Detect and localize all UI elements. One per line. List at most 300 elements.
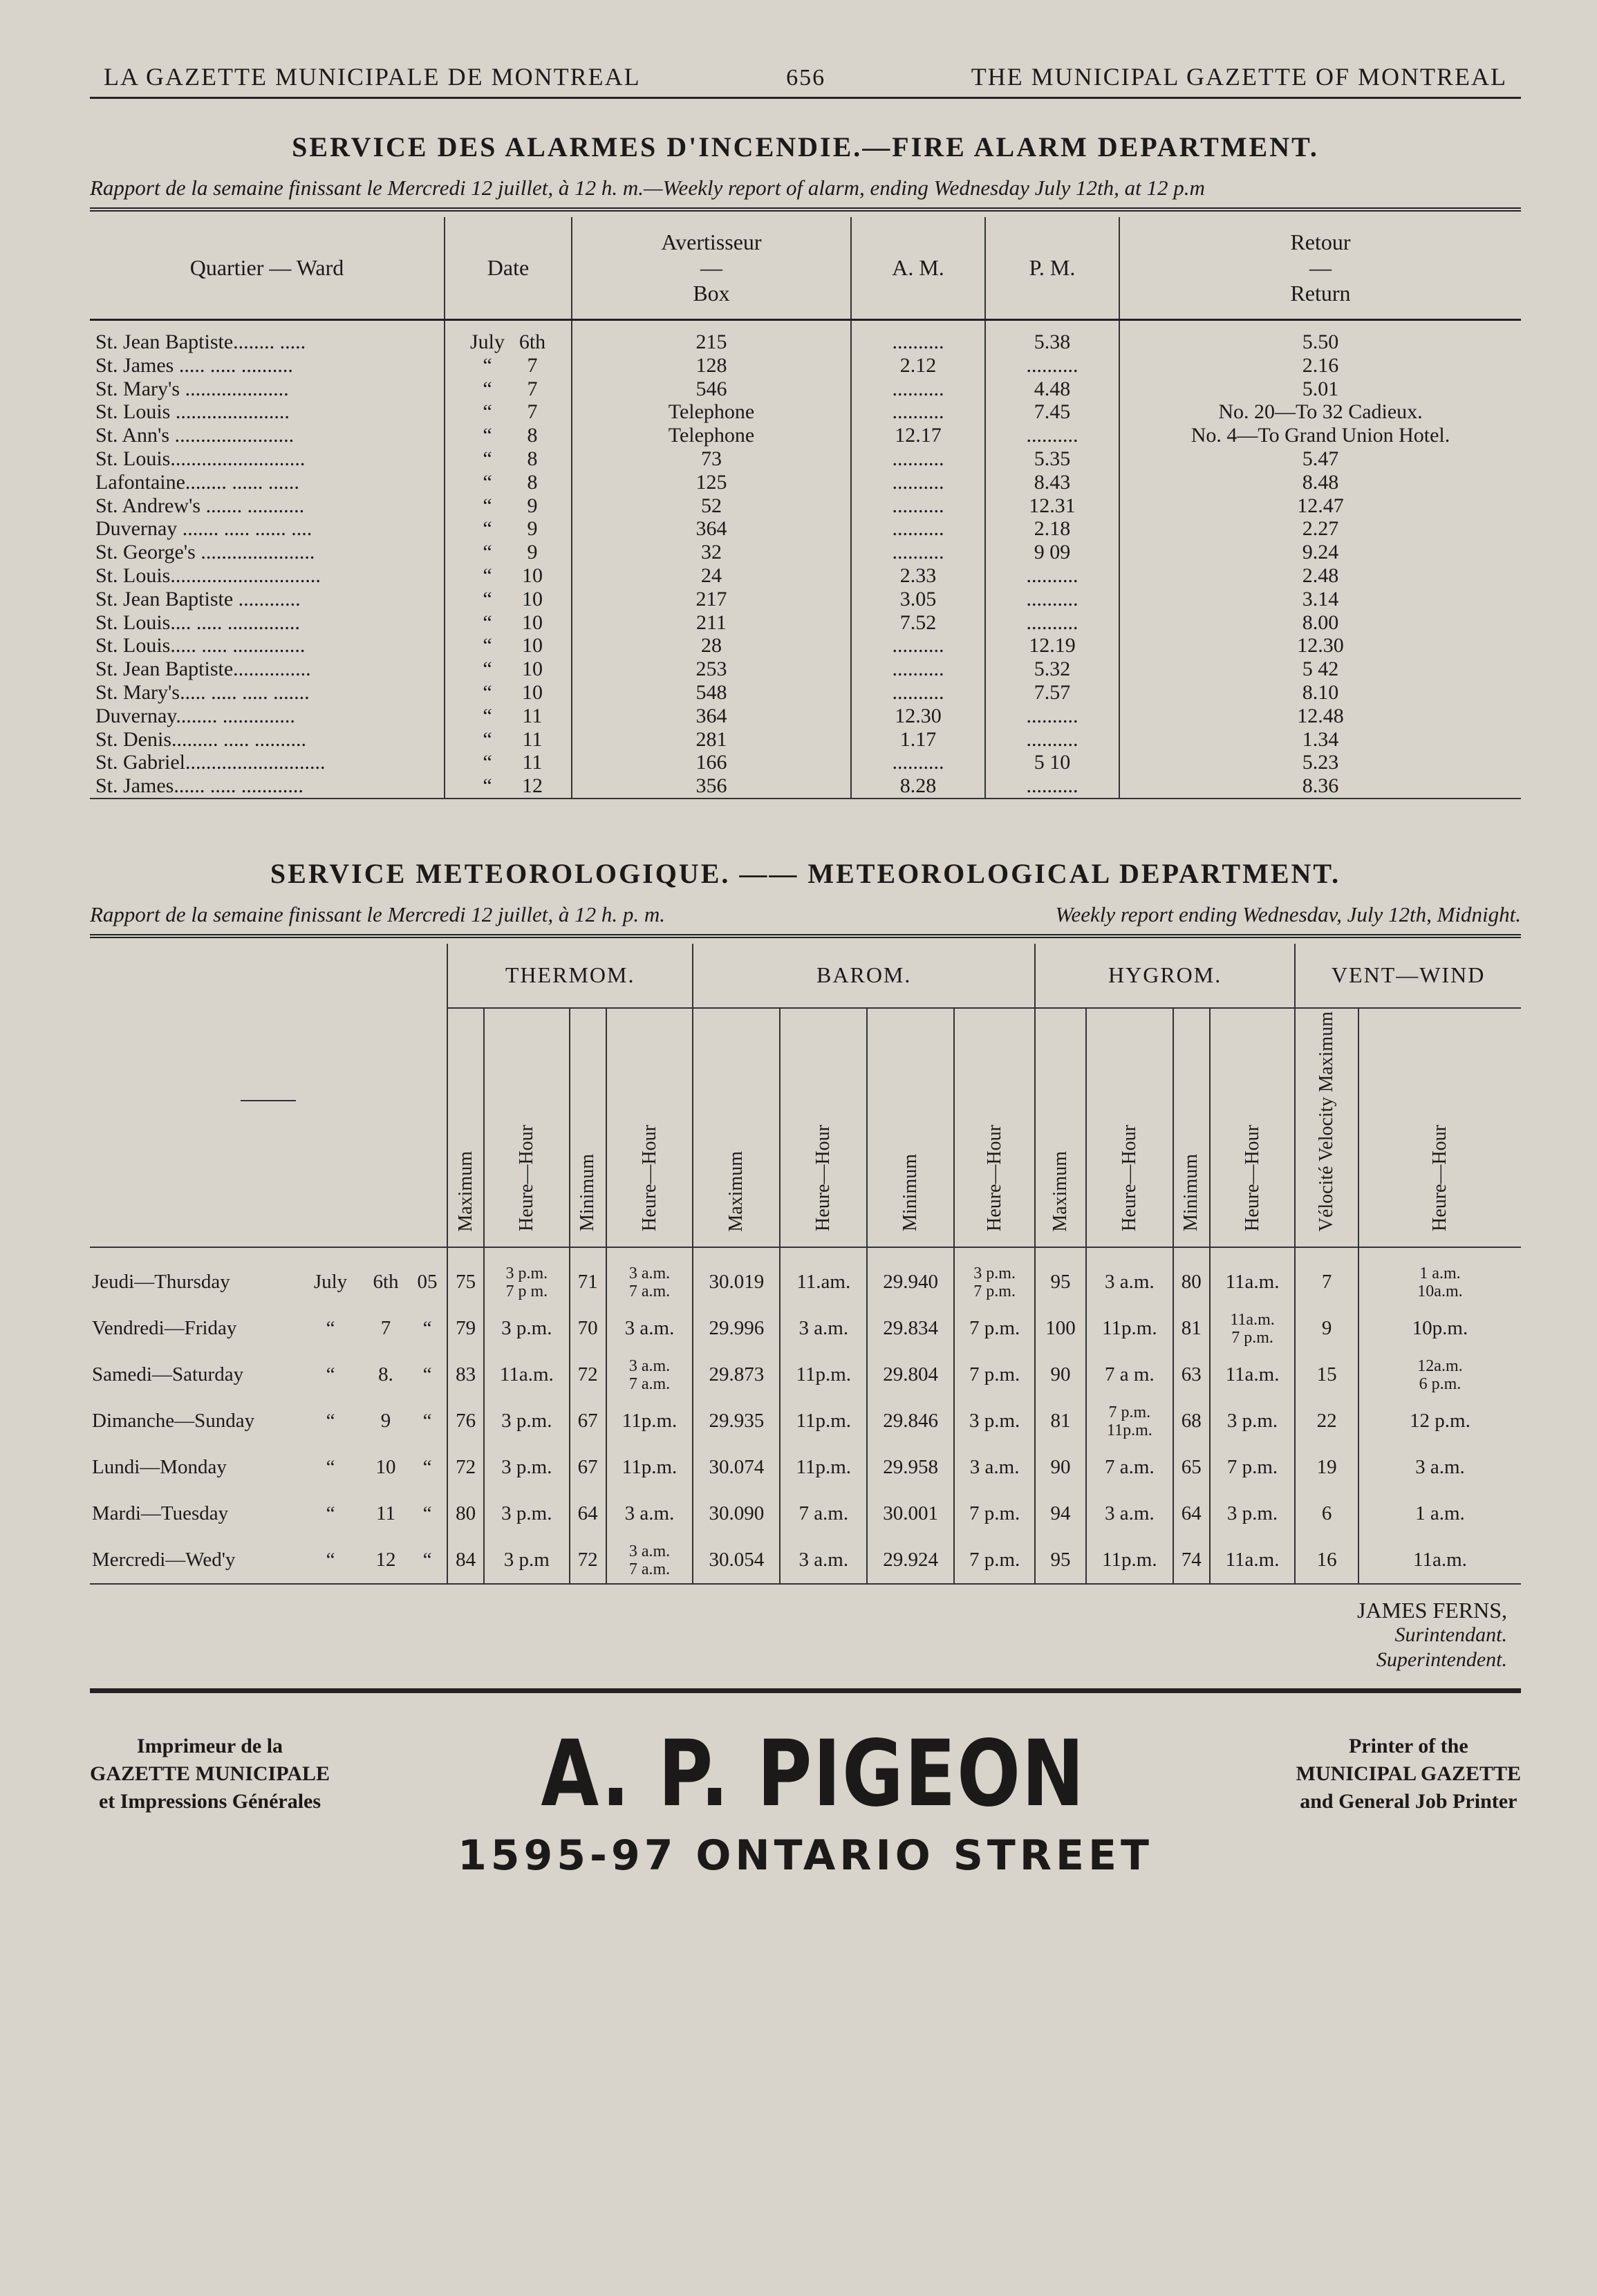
met-hmaxh-cell: 7 p.m. 11p.m. xyxy=(1086,1398,1173,1444)
met-bmin-cell: 30.001 xyxy=(867,1491,954,1537)
box-cell: 281 xyxy=(572,728,851,752)
date-month: “ xyxy=(483,751,492,774)
date-month: “ xyxy=(483,563,492,587)
met-whour-cell: 1 a.m. xyxy=(1415,1502,1465,1525)
day-year: 05 xyxy=(417,1271,438,1294)
printer-right-1: Printer of the xyxy=(1348,1735,1468,1758)
met-wvel-cell: 19 xyxy=(1295,1444,1358,1491)
date-day: 11 xyxy=(522,704,543,727)
day-name: Lundi—Monday xyxy=(92,1456,227,1479)
col-am: A. M. xyxy=(851,217,985,320)
fire-row xyxy=(90,541,1521,564)
fire-row xyxy=(90,320,1521,354)
box-cell: 73 xyxy=(572,447,851,471)
met-section-title: SERVICE METEOROLOGIQUE. —— METEOROLOGICAL DEPARTMENT. xyxy=(270,857,1341,889)
met-bminh-cell: 7 p.m. xyxy=(954,1305,1035,1352)
date-cell xyxy=(445,774,572,799)
date-cell xyxy=(445,611,572,635)
met-tmin-cell: 72 xyxy=(570,1352,606,1398)
thermom-min-header: Minimum xyxy=(570,1008,606,1247)
date-month: “ xyxy=(483,353,492,377)
met-tmax-cell: 80 xyxy=(447,1491,484,1537)
day-month: “ xyxy=(326,1549,335,1571)
day-year: “ xyxy=(422,1456,432,1479)
met-section-subtitle xyxy=(90,902,1521,927)
met-tmaxh-cell: 3 p.m. xyxy=(484,1444,569,1491)
ward-cell: Duvernay ....... ..... ...... .... xyxy=(90,517,445,541)
am-cell: 8.28 xyxy=(851,774,985,799)
pm-cell: 8.43 xyxy=(985,471,1119,494)
running-head xyxy=(90,62,1521,91)
met-hmax-cell: 95 xyxy=(1035,1247,1086,1305)
am-cell: .......... xyxy=(851,320,985,354)
date-month: “ xyxy=(483,424,492,447)
fire-row xyxy=(90,471,1521,494)
group-wind: VENT—WIND xyxy=(1295,944,1521,1008)
date-month: “ xyxy=(483,377,492,400)
fire-section-title: SERVICE DES ALARMES D'INCENDIE.—FIRE ALARM DEPARTMENT. xyxy=(292,131,1319,162)
fire-alarm-table xyxy=(90,217,1521,809)
date-month: “ xyxy=(483,494,492,517)
am-cell: .......... xyxy=(851,681,985,704)
met-bmaxh-cell: 11p.m. xyxy=(780,1352,867,1398)
fire-row xyxy=(90,681,1521,704)
met-wvel-cell: 6 xyxy=(1295,1491,1358,1537)
pm-cell: .......... xyxy=(985,564,1119,588)
met-day-cell xyxy=(90,1398,447,1444)
fire-top-rule xyxy=(90,207,1521,212)
pm-cell: 12.31 xyxy=(985,494,1119,518)
pm-cell: .......... xyxy=(985,728,1119,752)
met-hmin-cell: 81 xyxy=(1173,1305,1210,1352)
am-cell: .......... xyxy=(851,541,985,564)
fire-row xyxy=(90,494,1521,518)
box-cell: 364 xyxy=(572,517,851,541)
am-cell: .......... xyxy=(851,634,985,657)
col-box-en: Box xyxy=(693,281,730,306)
ward-cell: St. Jean Baptiste ............ xyxy=(90,588,445,611)
date-cell xyxy=(445,320,572,354)
ward-cell: St. Jean Baptiste........ ..... xyxy=(90,320,445,354)
met-hmax-cell: 90 xyxy=(1035,1444,1086,1491)
pm-cell: .......... xyxy=(985,611,1119,635)
date-cell xyxy=(445,424,572,447)
ward-cell: St. Louis............................. xyxy=(90,564,445,588)
printer-left-1: Imprimeur de la xyxy=(136,1735,283,1758)
am-cell: 12.30 xyxy=(851,704,985,728)
met-row xyxy=(90,1491,1521,1537)
day-year: “ xyxy=(422,1502,432,1525)
met-bminh-cell: 7 p.m. xyxy=(954,1352,1035,1398)
am-cell: 7.52 xyxy=(851,611,985,635)
date-cell xyxy=(445,447,572,471)
date-cell xyxy=(445,471,572,494)
box-cell: 548 xyxy=(572,681,851,704)
met-bmax-cell: 29.996 xyxy=(693,1305,780,1352)
fire-row xyxy=(90,377,1521,401)
met-bmax-cell: 30.074 xyxy=(693,1444,780,1491)
ward-cell: St. James...... ..... ............ xyxy=(90,774,445,799)
signature-title-en: Superintendent. xyxy=(1376,1648,1507,1672)
box-cell: Telephone xyxy=(572,424,851,447)
barom-min-hour-header: Heure—Hour xyxy=(954,1008,1035,1247)
wind-hour-header: Heure—Hour xyxy=(1358,1008,1521,1247)
fire-subtitle-text: Rapport de la semaine finissant le Mercredi 12 juillet, à 12 h. m.—Weekly report of alarm, ending Wednesday July 12th, at 12 p.m xyxy=(90,176,1205,200)
ward-cell: St. Ann's ....................... xyxy=(90,424,445,447)
signature-title-fr: Surintendant. xyxy=(1394,1623,1507,1647)
col-ward: Quartier — Ward xyxy=(90,217,445,320)
pm-cell: .......... xyxy=(985,424,1119,447)
box-cell: 356 xyxy=(572,774,851,799)
met-bmin-cell: 29.924 xyxy=(867,1537,954,1584)
met-day-cell xyxy=(90,1305,447,1352)
am-cell: 2.12 xyxy=(851,354,985,377)
met-tminh-cell: 3 a.m. 7 a.m. xyxy=(606,1537,693,1584)
return-cell: 8.36 xyxy=(1302,774,1339,798)
date-cell xyxy=(445,541,572,564)
met-bmaxh-cell: 7 a.m. xyxy=(780,1491,867,1537)
ward-cell: St. Mary's .................... xyxy=(90,377,445,401)
pm-cell: 5 10 xyxy=(985,751,1119,774)
date-cell xyxy=(445,494,572,518)
day-year: “ xyxy=(422,1549,432,1571)
met-hmax-cell: 94 xyxy=(1035,1491,1086,1537)
return-cell: 5.50 xyxy=(1302,330,1339,353)
met-tmaxh-cell: 3 p.m xyxy=(484,1537,569,1584)
met-wvel-cell: 9 xyxy=(1295,1305,1358,1352)
return-cell: 12.30 xyxy=(1297,634,1344,657)
fire-row xyxy=(90,728,1521,752)
met-tminh-cell: 3 a.m. 7 a.m. xyxy=(606,1247,693,1305)
fire-row xyxy=(90,588,1521,611)
day-date: 11 xyxy=(376,1502,395,1525)
day-year: “ xyxy=(422,1410,432,1432)
am-cell: 1.17 xyxy=(851,728,985,752)
day-date: 9 xyxy=(380,1410,391,1432)
met-tmin-cell: 67 xyxy=(570,1444,606,1491)
met-hmax-cell: 81 xyxy=(1035,1398,1086,1444)
met-tminh-cell: 11p.m. xyxy=(606,1398,693,1444)
ward-cell: St. Gabriel........................... xyxy=(90,751,445,774)
met-bmax-cell: 30.090 xyxy=(693,1491,780,1537)
signature-name: JAMES FERNS, xyxy=(1357,1598,1507,1623)
fire-row xyxy=(90,751,1521,774)
fire-row xyxy=(90,774,1521,799)
met-bminh-cell: 7 p.m. xyxy=(954,1537,1035,1584)
met-wvel-cell: 7 xyxy=(1295,1247,1358,1305)
printer-left-3: et Impressions Générales xyxy=(98,1790,321,1813)
fire-row xyxy=(90,400,1521,424)
date-day: 7 xyxy=(527,353,538,377)
date-month: “ xyxy=(483,587,492,610)
am-cell: .......... xyxy=(851,751,985,774)
ward-cell: St. Louis..... ..... .............. xyxy=(90,634,445,657)
date-day: 10 xyxy=(522,587,543,610)
meteorological-table xyxy=(90,944,1521,1594)
col-box-fr: Avertisseur xyxy=(661,230,762,254)
col-pm: P. M. xyxy=(985,217,1119,320)
met-bmax-cell: 30.019 xyxy=(693,1247,780,1305)
return-cell: 5 42 xyxy=(1302,657,1339,681)
header-rule xyxy=(90,97,1521,99)
met-tmaxh-cell: 11a.m. xyxy=(484,1352,569,1398)
day-month: “ xyxy=(326,1502,335,1525)
wind-velocity-header: Vélocité Velocity Maximum xyxy=(1295,1008,1358,1247)
met-row xyxy=(90,1398,1521,1444)
date-month: “ xyxy=(483,610,492,634)
day-month: “ xyxy=(326,1363,335,1386)
met-tmaxh-cell: 3 p.m. xyxy=(484,1305,569,1352)
pm-cell: 5.35 xyxy=(985,447,1119,471)
met-hmin-cell: 63 xyxy=(1173,1352,1210,1398)
am-cell: .......... xyxy=(851,657,985,681)
page-number: 656 xyxy=(786,65,826,91)
met-top-rule xyxy=(90,934,1521,938)
printer-name: A. P. PIGEON xyxy=(541,1721,1085,1828)
header-left: LA GAZETTE MUNICIPALE DE MONTREAL xyxy=(104,63,641,91)
met-bminh-cell: 7 p.m. xyxy=(954,1491,1035,1537)
met-bmax-cell: 29.935 xyxy=(693,1398,780,1444)
fire-row xyxy=(90,354,1521,377)
date-cell xyxy=(445,517,572,541)
date-day: 8 xyxy=(527,470,538,494)
return-cell: 1.34 xyxy=(1302,727,1339,751)
box-cell: 24 xyxy=(572,564,851,588)
met-tminh-cell: 11p.m. xyxy=(606,1444,693,1491)
return-cell: 5.23 xyxy=(1302,751,1339,774)
hygrom-max-header: Maximum xyxy=(1035,1008,1086,1247)
met-bmax-cell: 30.054 xyxy=(693,1537,780,1584)
pm-cell: .......... xyxy=(985,774,1119,799)
day-name: Mercredi—Wed'y xyxy=(92,1549,236,1571)
met-bmaxh-cell: 11p.m. xyxy=(780,1398,867,1444)
ward-cell: St. Mary's..... ..... ..... ....... xyxy=(90,681,445,704)
return-cell: 2.48 xyxy=(1302,563,1339,587)
return-cell: No. 4—To Grand Union Hotel. xyxy=(1190,424,1450,447)
met-hmaxh-cell: 3 a.m. xyxy=(1086,1247,1173,1305)
box-cell: 215 xyxy=(572,320,851,354)
met-bmin-cell: 29.958 xyxy=(867,1444,954,1491)
met-day-cell xyxy=(90,1247,447,1305)
met-row xyxy=(90,1537,1521,1584)
met-tmin-cell: 67 xyxy=(570,1398,606,1444)
pm-cell: 4.48 xyxy=(985,377,1119,401)
met-hmax-cell: 95 xyxy=(1035,1537,1086,1584)
met-row xyxy=(90,1352,1521,1398)
met-day-cell xyxy=(90,1491,447,1537)
met-hmaxh-cell: 7 a m. xyxy=(1086,1352,1173,1398)
met-hminh-cell: 11a.m. xyxy=(1210,1247,1295,1305)
printer-left-2: GAZETTE MUNICIPALE xyxy=(90,1762,330,1786)
ward-cell: Duvernay........ .............. xyxy=(90,704,445,728)
ward-cell: Lafontaine........ ...... ...... xyxy=(90,471,445,494)
am-cell: 12.17 xyxy=(851,424,985,447)
return-cell: 5.47 xyxy=(1302,447,1339,470)
met-tmin-cell: 70 xyxy=(570,1305,606,1352)
met-hmin-cell: 65 xyxy=(1173,1444,1210,1491)
date-month: “ xyxy=(483,727,492,751)
met-tmax-cell: 75 xyxy=(447,1247,484,1305)
met-bmaxh-cell: 11p.m. xyxy=(780,1444,867,1491)
col-return-dash: — xyxy=(1309,255,1332,280)
met-wvel-cell: 22 xyxy=(1295,1398,1358,1444)
ward-cell: St. George's ...................... xyxy=(90,541,445,564)
day-date: 6th xyxy=(373,1271,399,1294)
hygrom-min-header: Minimum xyxy=(1173,1008,1210,1247)
fire-row xyxy=(90,517,1521,541)
met-hmax-cell: 100 xyxy=(1035,1305,1086,1352)
date-cell xyxy=(445,657,572,681)
date-cell xyxy=(445,704,572,728)
date-cell xyxy=(445,354,572,377)
met-whour-cell: 3 a.m. xyxy=(1415,1456,1465,1479)
date-day: 12 xyxy=(522,774,543,798)
return-cell: 12.48 xyxy=(1297,704,1344,727)
box-cell: 166 xyxy=(572,751,851,774)
met-day-cell xyxy=(90,1444,447,1491)
met-bottom-rule xyxy=(90,1584,1521,1594)
box-cell: 253 xyxy=(572,657,851,681)
date-cell xyxy=(445,728,572,752)
met-bmax-cell: 29.873 xyxy=(693,1352,780,1398)
box-cell: 364 xyxy=(572,704,851,728)
date-day: 9 xyxy=(527,541,538,564)
met-tmax-cell: 84 xyxy=(447,1537,484,1584)
signature xyxy=(90,1598,1521,1672)
met-hmin-cell: 74 xyxy=(1173,1537,1210,1584)
met-bmaxh-cell: 3 a.m. xyxy=(780,1537,867,1584)
am-cell: .......... xyxy=(851,400,985,424)
date-day: 8 xyxy=(527,424,538,447)
return-cell: 5.01 xyxy=(1302,377,1339,400)
met-tmax-cell: 76 xyxy=(447,1398,484,1444)
pm-cell: 2.18 xyxy=(985,517,1119,541)
met-row xyxy=(90,1247,1521,1305)
am-cell: .......... xyxy=(851,494,985,518)
pm-cell: .......... xyxy=(985,704,1119,728)
date-day: 11 xyxy=(522,751,543,774)
met-tmaxh-cell: 3 p.m. xyxy=(484,1398,569,1444)
return-cell: No. 20—To 32 Cadieux. xyxy=(1218,400,1423,424)
date-month: “ xyxy=(483,774,492,798)
met-tminh-cell: 3 a.m. xyxy=(606,1491,693,1537)
met-day-header xyxy=(90,944,447,1247)
box-cell: 128 xyxy=(572,354,851,377)
met-tmax-cell: 83 xyxy=(447,1352,484,1398)
box-cell: Telephone xyxy=(572,400,851,424)
pm-cell: 5.38 xyxy=(985,320,1119,354)
fire-row xyxy=(90,657,1521,681)
date-day: 10 xyxy=(522,563,543,587)
met-whour-cell: 10p.m. xyxy=(1412,1317,1468,1340)
date-day: 8 xyxy=(527,447,538,470)
met-tmin-cell: 72 xyxy=(570,1537,606,1584)
date-cell xyxy=(445,588,572,611)
fire-row xyxy=(90,424,1521,447)
return-cell: 2.16 xyxy=(1302,353,1339,377)
day-month: “ xyxy=(326,1456,335,1479)
ward-cell: St. Louis ...................... xyxy=(90,400,445,424)
pm-cell: .......... xyxy=(985,354,1119,377)
met-bmin-cell: 29.846 xyxy=(867,1398,954,1444)
return-cell: 12.47 xyxy=(1297,494,1344,517)
met-hminh-cell: 7 p.m. xyxy=(1210,1444,1295,1491)
day-name: Vendredi—Friday xyxy=(92,1317,237,1340)
printer-right xyxy=(1296,1733,1521,1816)
met-tminh-cell: 3 a.m. xyxy=(606,1305,693,1352)
met-bmaxh-cell: 11.am. xyxy=(780,1247,867,1305)
date-month: “ xyxy=(483,470,492,494)
date-day: 10 xyxy=(522,610,543,634)
pm-cell: 9 09 xyxy=(985,541,1119,564)
met-whour-cell: 1 a.m. 10a.m. xyxy=(1417,1264,1463,1300)
met-hmaxh-cell: 11p.m. xyxy=(1086,1537,1173,1584)
thermom-min-hour-header: Heure—Hour xyxy=(606,1008,693,1247)
met-tminh-cell: 3 a.m. 7 a.m. xyxy=(606,1352,693,1398)
met-subtitle-right: Weekly report ending Wednesdav, July 12th, Midnight. xyxy=(1055,902,1521,926)
ward-cell: St. Andrew's ....... ........... xyxy=(90,494,445,518)
am-cell: 3.05 xyxy=(851,588,985,611)
date-month: “ xyxy=(483,634,492,657)
barom-max-header: Maximum xyxy=(693,1008,780,1247)
met-whour-cell: 12 p.m. xyxy=(1410,1410,1470,1432)
met-whour-cell: 11a.m. xyxy=(1413,1549,1467,1571)
date-day: 9 xyxy=(527,494,538,517)
met-hmaxh-cell: 3 a.m. xyxy=(1086,1491,1173,1537)
date-day: 7 xyxy=(527,377,538,400)
met-hmin-cell: 80 xyxy=(1173,1247,1210,1305)
hygrom-max-hour-header: Heure—Hour xyxy=(1086,1008,1173,1247)
printer-advert xyxy=(90,1721,1521,1827)
return-cell: 9.24 xyxy=(1302,541,1339,564)
date-cell xyxy=(445,564,572,588)
met-hmaxh-cell: 11p.m. xyxy=(1086,1305,1173,1352)
day-name: Mardi—Tuesday xyxy=(92,1502,229,1525)
col-return-fr: Retour xyxy=(1290,230,1351,254)
met-hmaxh-cell: 7 a.m. xyxy=(1086,1444,1173,1491)
group-hygrom: HYGROM. xyxy=(1035,944,1295,1008)
met-hmax-cell: 90 xyxy=(1035,1352,1086,1398)
col-return xyxy=(1119,217,1521,320)
fire-row xyxy=(90,611,1521,635)
met-wvel-cell: 16 xyxy=(1295,1537,1358,1584)
day-name: Samedi—Saturday xyxy=(92,1363,244,1386)
met-hmin-cell: 68 xyxy=(1173,1398,1210,1444)
day-year: “ xyxy=(422,1363,432,1386)
box-cell: 125 xyxy=(572,471,851,494)
box-cell: 52 xyxy=(572,494,851,518)
day-name: Jeudi—Thursday xyxy=(92,1271,230,1294)
printer-street: 1595-97 ONTARIO STREET xyxy=(458,1831,1153,1880)
day-date: 8. xyxy=(378,1363,393,1386)
date-day: 9 xyxy=(527,517,538,541)
printer-right-2: MUNICIPAL GAZETTE xyxy=(1296,1762,1521,1786)
date-day: 6th xyxy=(519,330,546,353)
met-bmin-cell: 29.940 xyxy=(867,1247,954,1305)
box-cell: 217 xyxy=(572,588,851,611)
fire-bottom-rule xyxy=(90,799,1521,809)
met-hminh-cell: 11a.m. xyxy=(1210,1537,1295,1584)
day-name: Dimanche—Sunday xyxy=(92,1410,255,1432)
printer-left xyxy=(90,1733,330,1816)
day-month: “ xyxy=(326,1317,335,1340)
date-month: “ xyxy=(483,541,492,564)
fire-section-subtitle xyxy=(90,176,1521,200)
met-tmax-cell: 72 xyxy=(447,1444,484,1491)
col-date: Date xyxy=(445,217,572,320)
date-cell xyxy=(445,400,572,424)
pm-cell: 5.32 xyxy=(985,657,1119,681)
